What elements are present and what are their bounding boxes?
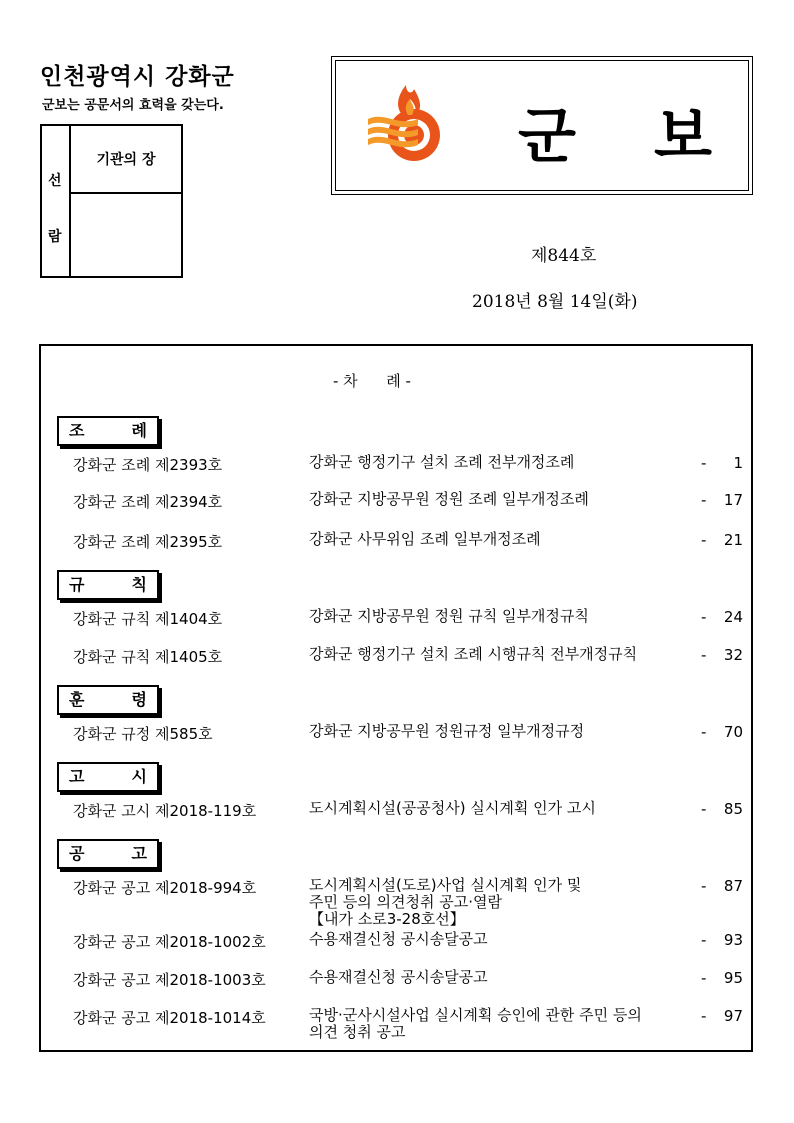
toc-item-id: 강화군 공고 제2018-1002호	[73, 933, 266, 951]
toc-item-dash: -	[701, 491, 707, 509]
toc-item-page: 85	[723, 800, 743, 818]
toc-item-title: 도시계획시설(도로)사업 실시계획 인가 및	[309, 876, 582, 894]
toc-item-dash: -	[701, 1007, 707, 1025]
toc-title: - 차 례 -	[333, 372, 411, 390]
toc-item-title: 강화군 행정기구 설치 조례 시행규칙 전부개정규칙	[309, 645, 638, 663]
masthead-char-1: 군	[518, 102, 576, 172]
approval-box	[40, 124, 183, 278]
section-char-2: 례	[131, 421, 147, 440]
toc-item-id: 강화군 조례 제2393호	[73, 456, 223, 474]
toc-item-dash: -	[701, 646, 707, 664]
toc-item-title-line-2: 의견 청취 공고	[309, 1023, 406, 1041]
section-header-directive	[57, 685, 159, 715]
org-subtitle: 군보는 공문서의 효력을 갖는다.	[42, 98, 224, 113]
approval-side-char-2: 람	[48, 229, 62, 245]
toc-item-title: 강화군 지방공무원 정원 조례 일부개정조례	[309, 490, 589, 508]
section-char-2: 시	[131, 767, 147, 786]
toc-item-page: 87	[723, 877, 743, 895]
toc-item-page: 70	[723, 723, 743, 741]
gangwha-flame-emblem-icon	[364, 83, 450, 169]
toc-item-dash: -	[701, 608, 707, 626]
approval-side	[42, 126, 71, 276]
toc-item-dash: -	[701, 454, 707, 472]
toc-item-title: 수용재결신청 공시송달공고	[309, 968, 488, 986]
toc-item-id: 강화군 공고 제2018-994호	[73, 879, 257, 897]
section-char-2: 칙	[131, 575, 147, 594]
approval-head: 기관의 장	[71, 126, 181, 194]
toc-item-title: 강화군 지방공무원 정원규정 일부개정규정	[309, 722, 585, 740]
toc-item-page: 24	[723, 608, 743, 626]
toc-item-title-line-2: 주민 등의 의견청취 공고·열람	[309, 893, 502, 911]
issue-number: 제844호	[531, 246, 597, 266]
toc-item-dash: -	[701, 800, 707, 818]
toc-item-id: 강화군 규칙 제1404호	[73, 610, 223, 628]
toc-item-id: 강화군 조례 제2395호	[73, 533, 223, 551]
toc-item-title-line-3: 【내가 소로3-28호선】	[309, 910, 465, 928]
toc-item-title: 국방·군사시설사업 실시계획 승인에 관한 주민 등의	[309, 1006, 642, 1024]
section-char-1: 조	[69, 421, 85, 440]
section-char-2: 령	[131, 690, 147, 709]
section-header-ordinance	[57, 416, 159, 446]
toc-item-title: 강화군 행정기구 설치 조례 전부개정조례	[309, 453, 575, 471]
approval-side-char-1: 선	[48, 173, 62, 189]
toc-item-page: 93	[723, 931, 743, 949]
issue-date: 2018년 8월 14일(화)	[472, 292, 638, 312]
section-char-1: 공	[69, 844, 85, 863]
toc-item-dash: -	[701, 969, 707, 987]
toc-item-page: 17	[723, 491, 743, 509]
masthead-frame	[335, 60, 749, 191]
section-char-1: 고	[69, 767, 85, 786]
toc-item-page: 1	[733, 454, 743, 472]
toc-item-id: 강화군 규칙 제1405호	[73, 648, 223, 666]
toc-item-id: 강화군 공고 제2018-1003호	[73, 971, 266, 989]
toc-item-id: 강화군 공고 제2018-1014호	[73, 1009, 266, 1027]
toc-item-dash: -	[701, 931, 707, 949]
section-char-1: 규	[69, 575, 85, 594]
org-title: 인천광역시 강화군	[40, 64, 235, 90]
toc-item-title: 도시계획시설(공공청사) 실시계획 인가 고시	[309, 799, 596, 817]
toc-item-title: 수용재결신청 공시송달공고	[309, 930, 488, 948]
toc-item-dash: -	[701, 877, 707, 895]
toc-item-page: 21	[723, 531, 743, 549]
toc-item-dash: -	[701, 723, 707, 741]
toc-item-title: 강화군 사무위임 조례 일부개정조례	[309, 530, 541, 548]
toc-item-id: 강화군 고시 제2018-119호	[73, 802, 257, 820]
section-header-notice	[57, 762, 159, 792]
toc-item-id: 강화군 규정 제585호	[73, 725, 213, 743]
masthead-char-2: 보	[654, 102, 712, 172]
section-header-announcement	[57, 839, 159, 869]
toc-item-title: 강화군 지방공무원 정원 규칙 일부개정규칙	[309, 607, 589, 625]
toc-item-page: 97	[723, 1007, 743, 1025]
masthead	[331, 56, 753, 195]
toc-item-id: 강화군 조례 제2394호	[73, 493, 223, 511]
table-of-contents	[39, 344, 753, 1052]
toc-item-page: 95	[723, 969, 743, 987]
section-header-rule	[57, 570, 159, 600]
section-char-1: 훈	[69, 690, 85, 709]
section-char-2: 고	[131, 844, 147, 863]
toc-item-dash: -	[701, 531, 707, 549]
toc-item-page: 32	[723, 646, 743, 664]
